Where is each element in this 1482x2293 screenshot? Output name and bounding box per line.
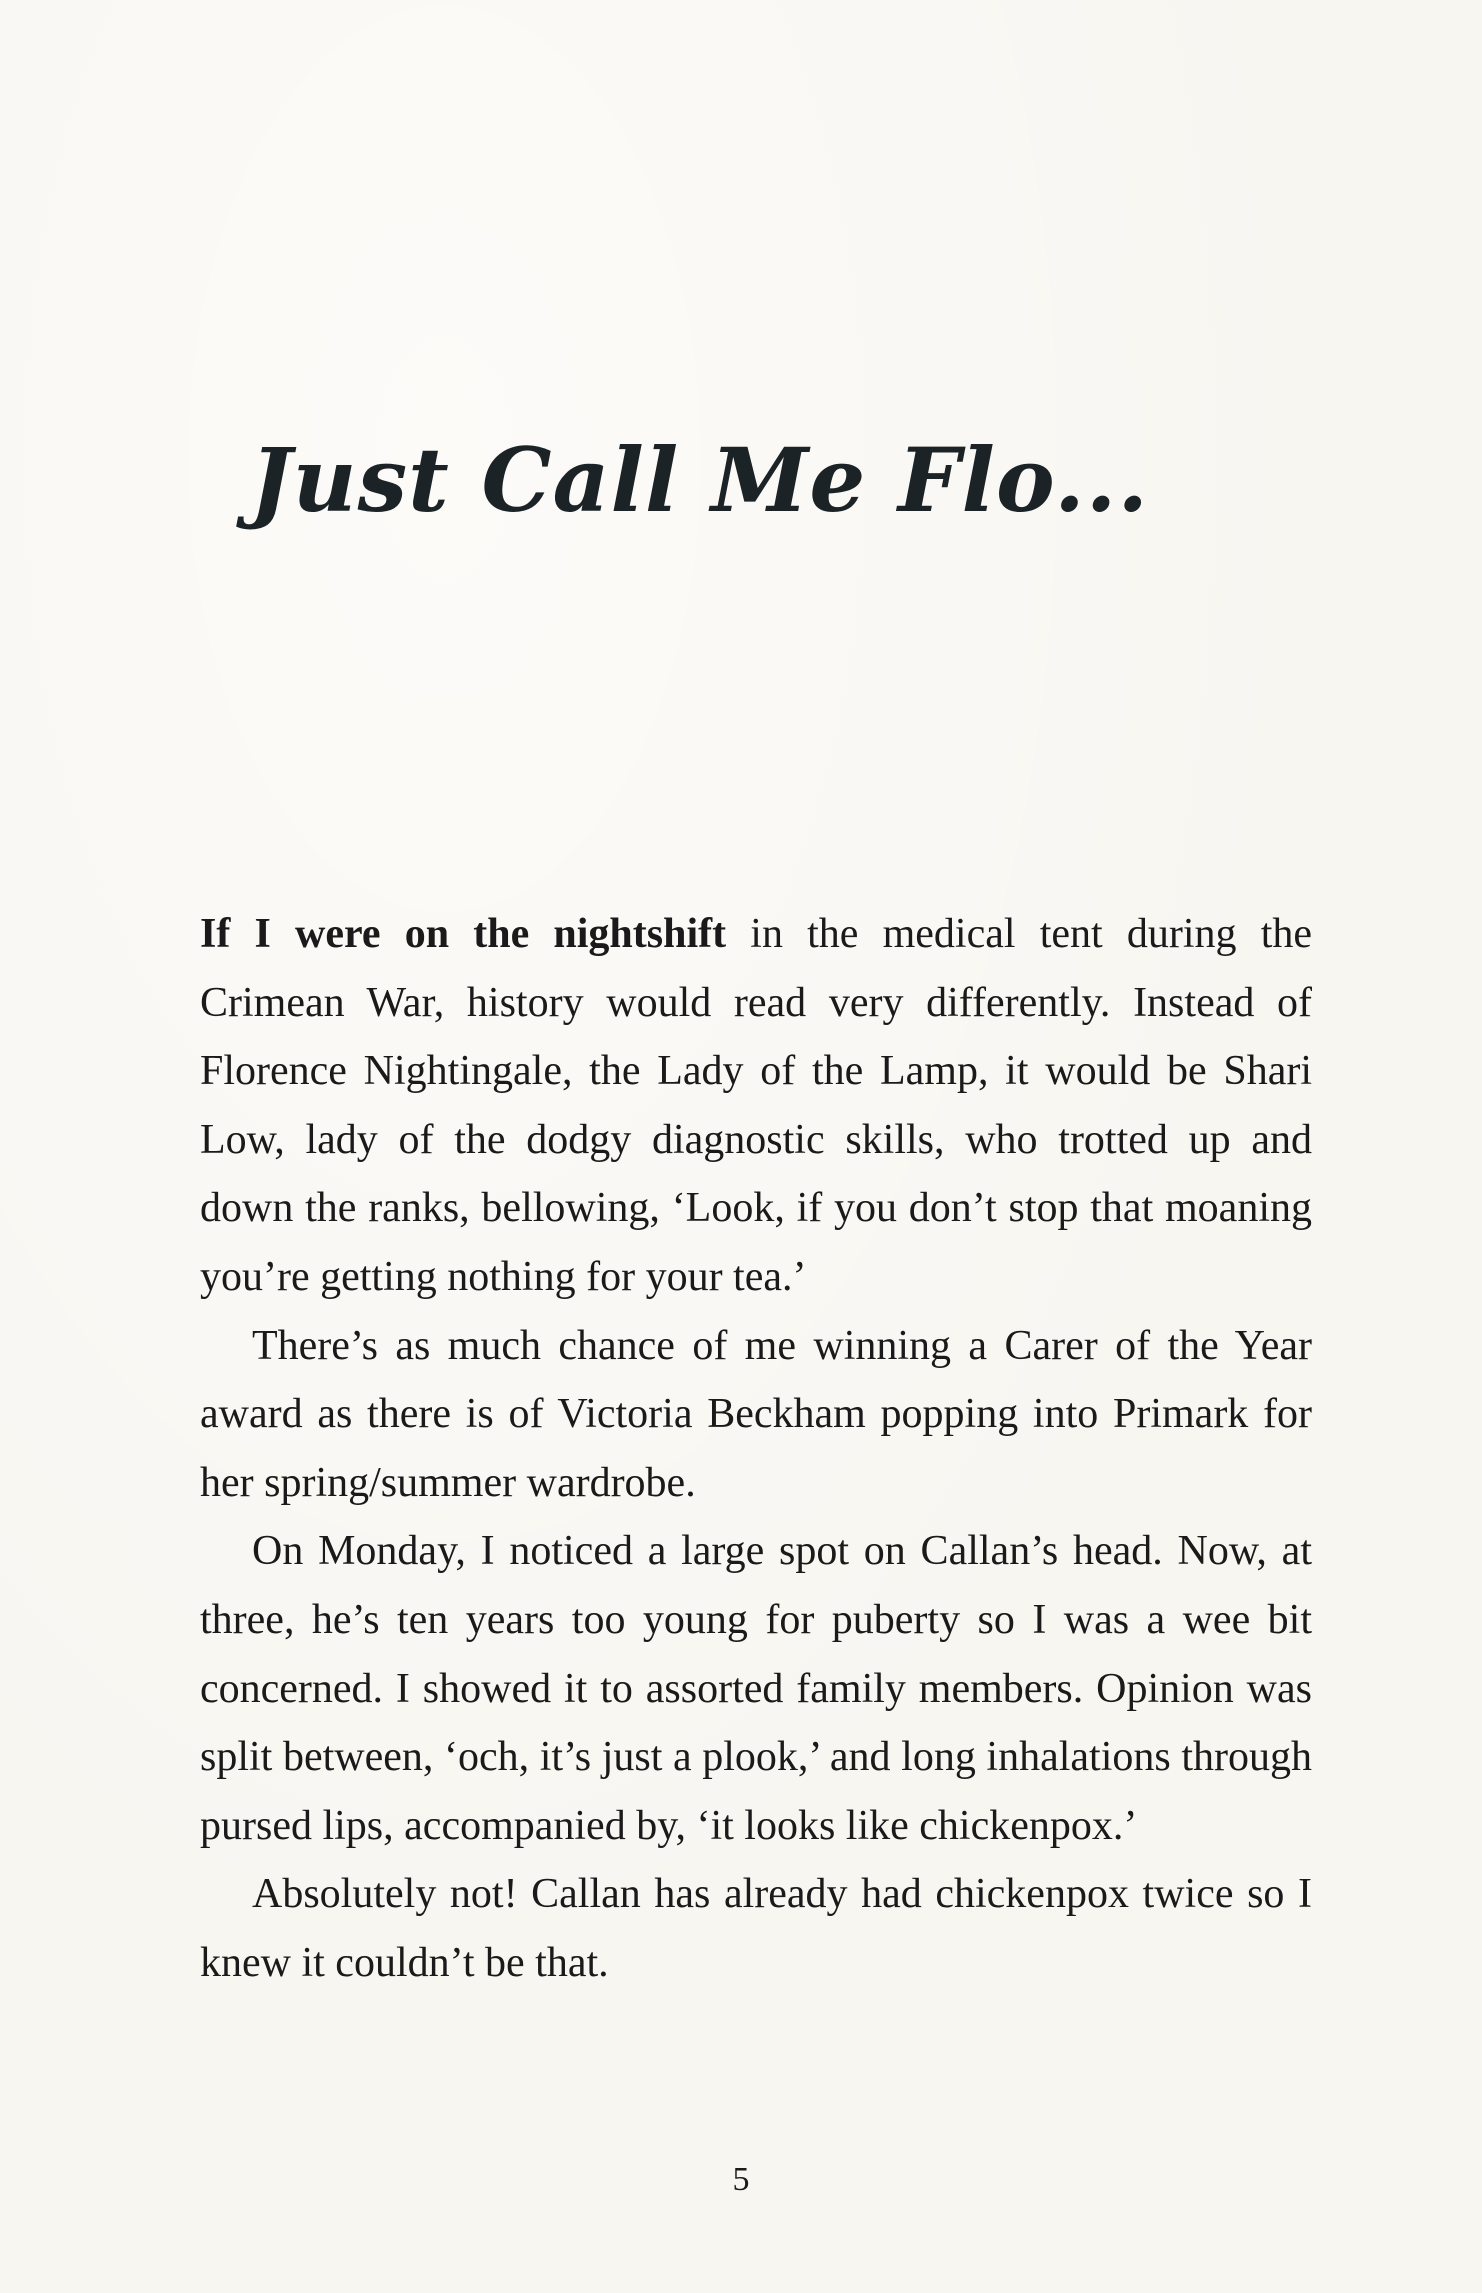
chapter-title: Just Call Me Flo... [250, 428, 1149, 532]
chapter-body [200, 900, 1312, 1998]
paragraph-2: There’s as much chance of me winning a Carer of the Year award as there is of Victoria Beckham popping into Primark for her spring/summer wardrobe. [200, 1322, 1312, 1506]
paragraph-lead-in: If I were on the nightshift [200, 911, 727, 957]
paragraph-4: Absolutely not! Callan has already had chickenpox twice so I knew it couldn’t be that. [200, 1871, 1312, 1986]
page-number: 5 [732, 2161, 750, 2198]
paragraph-1-text: in the medical tent during the Crimean War, history would read very differently. Instead of Florence Nightingale, the Lady of the Lamp, it would be Shari Low, lady of the dodgy diagnostic skills, who trotted up and down the ranks, bellowing, ‘Look, if you don’t stop that moaning you’re getting nothing for your tea.’ [200, 911, 1313, 1300]
paragraph-3: On Monday, I noticed a large spot on Callan’s head. Now, at three, he’s ten years too young for puberty so I was a wee bit concerned. I showed it to assorted family members. Opinion was split between, ‘och, it’s just a plook,’ and long inhalations through pursed lips, accompanied by, ‘it looks like chickenpox.’ [200, 1528, 1312, 1849]
paragraph-1 [200, 900, 1312, 1312]
